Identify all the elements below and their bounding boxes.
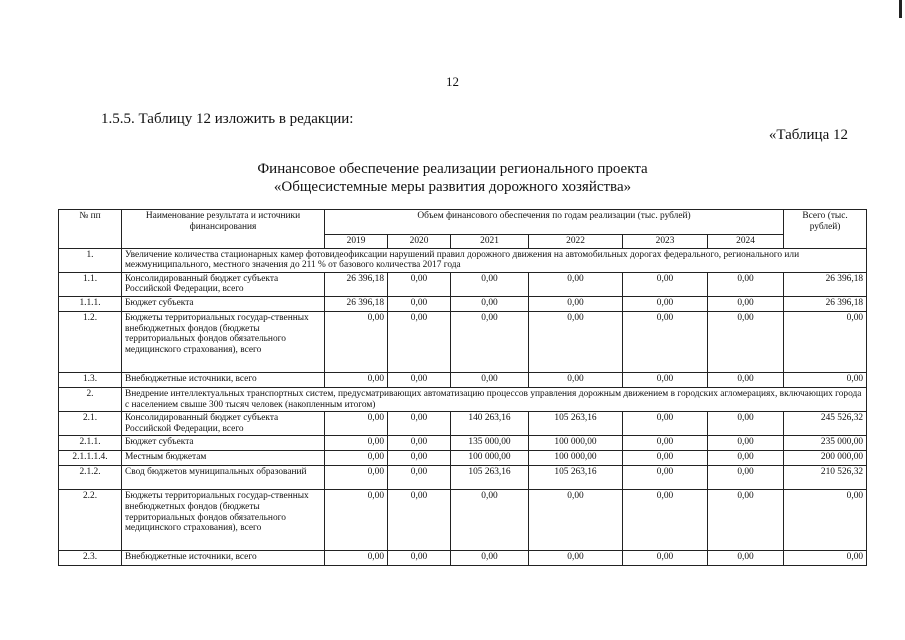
row-total: 200 000,00	[784, 451, 867, 466]
year-value: 26 396,18	[325, 272, 388, 296]
section-description: Увеличение количества стационарных камер фотовидеофиксации нарушений правил дорожного движения на автомобильных дорогах федерального, регионального или межмуниципального, местного значения до 211 % от базового количества 2017 года	[122, 248, 867, 272]
row-number: 1.1.	[59, 272, 122, 296]
table-caption-tag: «Таблица 12	[768, 127, 848, 143]
year-value: 0,00	[708, 296, 784, 311]
year-value: 105 263,16	[451, 466, 529, 490]
header-volume: Объем финансового обеспечения по годам реализации (тыс. рублей)	[325, 210, 784, 235]
year-value: 0,00	[708, 372, 784, 387]
year-value: 0,00	[708, 466, 784, 490]
year-value: 0,00	[388, 466, 451, 490]
year-value: 0,00	[623, 551, 708, 566]
table-row	[59, 436, 867, 451]
header-year: 2020	[388, 235, 451, 249]
year-value: 0,00	[388, 272, 451, 296]
year-value: 0,00	[529, 311, 623, 372]
year-value: 0,00	[388, 412, 451, 436]
header-year: 2019	[325, 235, 388, 249]
year-value: 0,00	[623, 296, 708, 311]
year-value: 0,00	[623, 372, 708, 387]
year-value: 0,00	[529, 551, 623, 566]
year-value: 0,00	[325, 551, 388, 566]
row-number: 2.1.1.	[59, 436, 122, 451]
row-total: 245 526,32	[784, 412, 867, 436]
year-value: 0,00	[708, 490, 784, 551]
year-value: 0,00	[623, 490, 708, 551]
row-total: 210 526,32	[784, 466, 867, 490]
year-value: 0,00	[529, 372, 623, 387]
year-value: 0,00	[388, 311, 451, 372]
year-value: 0,00	[388, 296, 451, 311]
year-value: 100 000,00	[529, 436, 623, 451]
header-year: 2023	[623, 235, 708, 249]
row-number: 2.1.	[59, 412, 122, 436]
year-value: 0,00	[325, 466, 388, 490]
year-value: 140 263,16	[451, 412, 529, 436]
year-value: 0,00	[708, 551, 784, 566]
year-value: 0,00	[708, 311, 784, 372]
row-number: 1.	[59, 248, 122, 272]
table-row	[59, 296, 867, 311]
year-value: 0,00	[388, 451, 451, 466]
row-number: 1.3.	[59, 372, 122, 387]
year-value: 0,00	[529, 272, 623, 296]
section-row	[59, 387, 867, 411]
section-description: Внедрение интеллектуальных транспортных систем, предусматривающих автоматизацию процессов управления дорожным движением в городских агломерациях, включающих города с населением свыше 300 тысяч человек (накопленным итогом)	[122, 387, 867, 411]
row-name: Свод бюджетов муниципальных образований	[122, 466, 325, 490]
year-value: 0,00	[623, 466, 708, 490]
row-name: Бюджет субъекта	[122, 296, 325, 311]
year-value: 0,00	[325, 372, 388, 387]
header-year: 2021	[451, 235, 529, 249]
row-number: 2.1.1.1.4.	[59, 451, 122, 466]
year-value: 0,00	[388, 436, 451, 451]
year-value: 105 263,16	[529, 466, 623, 490]
section-row	[59, 248, 867, 272]
header-year: 2022	[529, 235, 623, 249]
table-row	[59, 412, 867, 436]
year-value: 0,00	[325, 436, 388, 451]
header-name: Наименование результата и источники финансирования	[122, 210, 325, 249]
year-value: 100 000,00	[529, 451, 623, 466]
row-total: 0,00	[784, 551, 867, 566]
row-name: Бюджеты территориальных государ-ственных внебюджетных фондов (бюджеты территориальных фондов обязательного медицинского страхования), всего	[122, 311, 325, 372]
year-value: 0,00	[451, 490, 529, 551]
header-total: Всего (тыс. рублей)	[784, 210, 867, 249]
row-name: Бюджеты территориальных государ-ственных внебюджетных фондов (бюджеты территориальных фондов обязательного медицинского страхования), всего	[122, 490, 325, 551]
year-value: 26 396,18	[325, 296, 388, 311]
row-number: 2.2.	[59, 490, 122, 551]
row-name: Консолидированный бюджет субъекта Российской Федерации, всего	[122, 412, 325, 436]
year-value: 0,00	[451, 296, 529, 311]
year-value: 0,00	[325, 311, 388, 372]
table-row	[59, 551, 867, 566]
row-number: 2.1.2.	[59, 466, 122, 490]
year-value: 0,00	[623, 412, 708, 436]
year-value: 0,00	[388, 490, 451, 551]
row-total: 0,00	[784, 490, 867, 551]
row-number: 1.2.	[59, 311, 122, 372]
table-row	[59, 466, 867, 490]
year-value: 0,00	[325, 490, 388, 551]
year-value: 0,00	[529, 296, 623, 311]
row-total: 235 000,00	[784, 436, 867, 451]
year-value: 0,00	[708, 272, 784, 296]
year-value: 0,00	[451, 272, 529, 296]
year-value: 0,00	[623, 451, 708, 466]
year-value: 100 000,00	[451, 451, 529, 466]
row-name: Местным бюджетам	[122, 451, 325, 466]
row-name: Бюджет субъекта	[122, 436, 325, 451]
year-value: 0,00	[708, 451, 784, 466]
row-total: 26 396,18	[784, 272, 867, 296]
header-year: 2024	[708, 235, 784, 249]
year-value: 0,00	[708, 412, 784, 436]
year-value: 105 263,16	[529, 412, 623, 436]
year-value: 0,00	[623, 272, 708, 296]
scan-edge-mark	[899, 0, 902, 18]
year-value: 0,00	[325, 451, 388, 466]
amendment-instruction: 1.5.5. Таблицу 12 изложить в редакции:	[101, 111, 354, 127]
row-number: 2.	[59, 387, 122, 411]
year-value: 135 000,00	[451, 436, 529, 451]
financing-table-body	[59, 210, 867, 566]
year-value: 0,00	[451, 372, 529, 387]
year-value: 0,00	[388, 372, 451, 387]
table-row	[59, 272, 867, 296]
header-num: № пп	[59, 210, 122, 249]
header-row	[59, 210, 867, 235]
table-row	[59, 372, 867, 387]
year-value: 0,00	[325, 412, 388, 436]
row-name: Консолидированный бюджет субъекта Российской Федерации, всего	[122, 272, 325, 296]
table-title	[0, 160, 905, 196]
year-value: 0,00	[451, 551, 529, 566]
table-row	[59, 311, 867, 372]
table-title-line-1: Финансовое обеспечение реализации регионального проекта	[257, 161, 648, 177]
table-row	[59, 490, 867, 551]
row-name: Внебюджетные источники, всего	[122, 372, 325, 387]
year-value: 0,00	[623, 436, 708, 451]
table-row	[59, 451, 867, 466]
page-number: 12	[446, 74, 459, 89]
financing-table	[58, 209, 867, 566]
row-number: 2.3.	[59, 551, 122, 566]
year-value: 0,00	[451, 311, 529, 372]
row-name: Внебюджетные источники, всего	[122, 551, 325, 566]
year-value: 0,00	[623, 311, 708, 372]
year-value: 0,00	[529, 490, 623, 551]
year-value: 0,00	[388, 551, 451, 566]
year-value: 0,00	[708, 436, 784, 451]
row-number: 1.1.1.	[59, 296, 122, 311]
table-title-line-2: «Общесистемные меры развития дорожного хозяйства»	[273, 179, 632, 195]
row-total: 0,00	[784, 311, 867, 372]
row-total: 0,00	[784, 372, 867, 387]
row-total: 26 396,18	[784, 296, 867, 311]
